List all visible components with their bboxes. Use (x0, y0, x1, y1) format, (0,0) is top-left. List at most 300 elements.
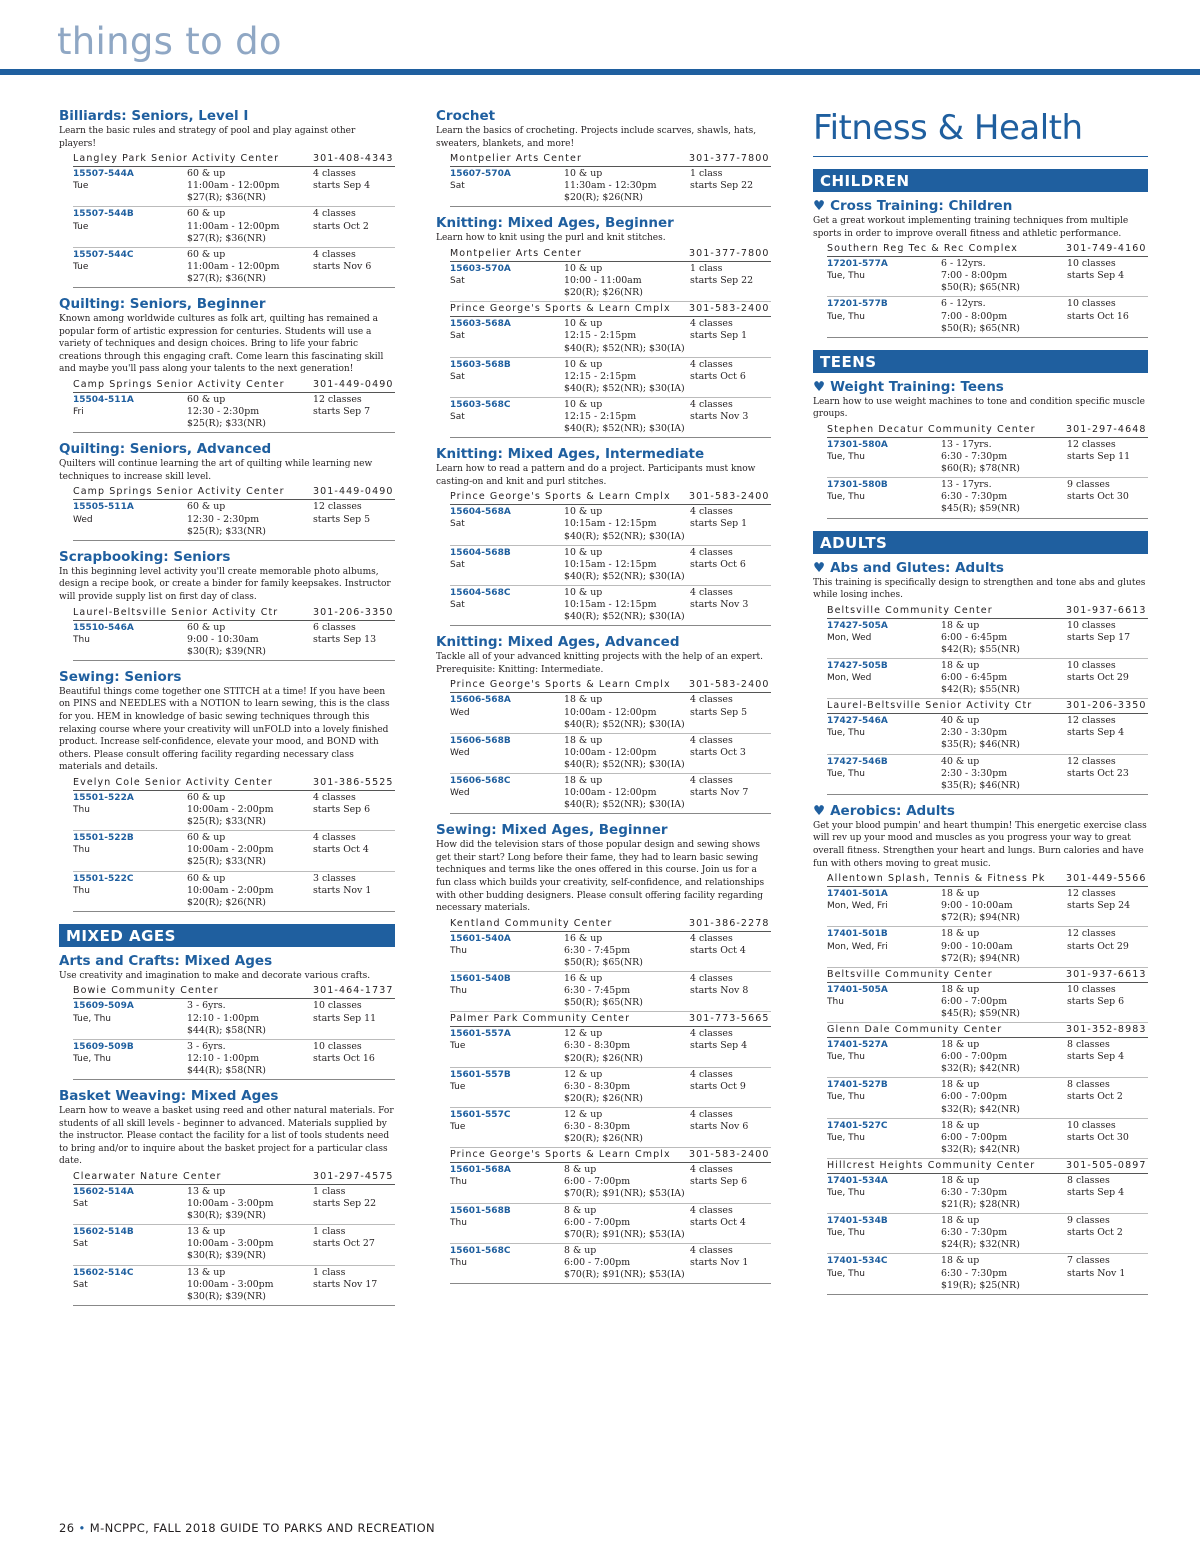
start-date: starts Sep 6 (690, 1176, 748, 1188)
start-date: starts Oct 9 (690, 1080, 746, 1092)
section-id-cell (450, 399, 564, 435)
course-code-link[interactable]: 15501-522C (73, 873, 134, 884)
age-range: 18 & up (564, 694, 603, 706)
section-detail-cell (564, 1109, 690, 1145)
course-code-link[interactable]: 17401-501A (827, 889, 888, 900)
section-schedule-cell (313, 873, 395, 909)
section-schedule-cell (1067, 479, 1148, 515)
age-range: 18 & up (564, 734, 603, 746)
class-section-row (827, 478, 1148, 518)
heart-icon: ♥ (813, 378, 826, 395)
section-schedule-cell (690, 1245, 771, 1281)
class-section-row (827, 1038, 1148, 1078)
section-detail-cell (564, 775, 690, 811)
meeting-days: Wed (73, 514, 93, 525)
facility-row (450, 490, 771, 505)
age-range: 16 & up (564, 973, 603, 985)
course-code-link[interactable]: 15507-544A (73, 169, 134, 180)
course-code-link[interactable]: 17401-527B (827, 1080, 888, 1091)
section-schedule-cell (313, 168, 395, 204)
class-section-row (73, 207, 395, 247)
section-id-cell (450, 1205, 564, 1241)
fee: $35(R); $46(NR) (941, 779, 1020, 791)
section-detail-cell (941, 1120, 1067, 1156)
meeting-time: 6:30 - 8:30pm (564, 1040, 631, 1052)
section-schedule-cell (690, 1205, 771, 1241)
fee: $60(R); $78(NR) (941, 463, 1020, 475)
course-code-link[interactable]: 15601-568C (450, 1245, 511, 1256)
course-code-link[interactable]: 15603-570A (450, 264, 511, 275)
fee: $20(R); $26(NR) (564, 287, 643, 299)
class-section-row (827, 927, 1148, 967)
section-detail-cell (187, 873, 313, 909)
section-detail-cell (564, 359, 690, 395)
section-schedule-cell (690, 1109, 771, 1145)
section-id-cell (450, 694, 564, 730)
class-section-row (73, 999, 395, 1039)
page-header (0, 0, 1200, 76)
course-code-link[interactable]: 15604-568B (450, 547, 511, 558)
class-section-row (73, 831, 395, 871)
facility-row (450, 247, 771, 262)
course-code-link[interactable]: 17427-505B (827, 660, 888, 671)
meeting-time: 6:30 - 7:45pm (564, 985, 631, 997)
fee: $30(R); $39(NR) (187, 1290, 266, 1302)
class-count: 12 classes (1067, 755, 1116, 767)
section-schedule-cell (313, 208, 395, 244)
section-id-cell (450, 318, 564, 354)
class-section-row (450, 774, 771, 814)
start-date: starts Sep 4 (690, 1040, 748, 1052)
class-count: 10 classes (313, 1000, 362, 1012)
section-schedule-cell (1067, 620, 1148, 656)
course-description: Learn how to knit using the purl and knit stitches. (436, 233, 666, 244)
facility-row (827, 604, 1148, 619)
course-code-link[interactable]: 15501-522A (73, 792, 134, 803)
section-schedule-cell (1067, 439, 1148, 475)
start-date: starts Nov 6 (313, 260, 372, 272)
class-section-row (450, 1068, 771, 1108)
section-schedule-cell (1067, 715, 1148, 751)
course-description: This training is specifically design to strengthen and tone abs and glutes while losing inches. (813, 577, 1146, 601)
course-code-link[interactable]: 17427-505A (827, 620, 888, 631)
section-schedule-cell (690, 359, 771, 395)
facility-phone: 301-386-5525 (313, 776, 394, 788)
course-code-link[interactable]: 17401-527C (827, 1120, 888, 1131)
class-count: 1 class (690, 168, 723, 180)
age-range: 8 & up (564, 1204, 597, 1216)
fee: $25(R); $33(NR) (187, 856, 266, 868)
section-id-cell (827, 479, 941, 515)
course-code-link[interactable]: 17427-546B (827, 756, 888, 767)
section-schedule-cell (690, 933, 771, 969)
age-range: 60 & up (187, 872, 226, 884)
class-count: 4 classes (690, 694, 733, 706)
age-range: 18 & up (941, 928, 980, 940)
course-block (436, 446, 771, 626)
meeting-days: Tue, Thu (827, 1228, 865, 1239)
course-title-text: Crochet (436, 108, 496, 124)
course-code-link[interactable]: 17401-501B (827, 929, 888, 940)
age-range: 18 & up (941, 983, 980, 995)
section-id-cell (73, 1041, 187, 1077)
class-section-row (450, 932, 771, 972)
section-id-cell (73, 208, 187, 244)
age-range: 10 & up (564, 506, 603, 518)
start-date: starts Oct 23 (1067, 767, 1129, 779)
facility-row (450, 152, 771, 167)
start-date: starts Nov 6 (690, 1121, 749, 1133)
header-rule (0, 69, 1200, 75)
fee: $40(R); $52(NR); $30(IA) (564, 342, 685, 354)
footer-bullet: • (78, 1521, 86, 1535)
meeting-time: 6:00 - 7:00pm (564, 1256, 631, 1268)
age-range: 10 & up (564, 168, 603, 180)
start-date: starts Sep 4 (313, 180, 371, 192)
course-description: In this beginning level activity you'll create memorable photo albums, design a recipe book, or create a binder for family keepsakes. Instructor will provide supply list on first day of class. (59, 566, 391, 602)
facility-phone: 301-206-3350 (1066, 700, 1147, 712)
course-code-link[interactable]: 15601-568B (450, 1205, 511, 1216)
meeting-time: 6:30 - 7:45pm (564, 944, 631, 956)
fee: $25(R); $33(NR) (187, 525, 266, 537)
facility-name: Palmer Park Community Center (450, 1013, 631, 1025)
course-code-link[interactable]: 15602-514B (73, 1227, 134, 1238)
section-id-cell (827, 1039, 941, 1075)
class-section-row (450, 398, 771, 438)
age-range: 10 & up (564, 398, 603, 410)
section-id-cell (450, 547, 564, 583)
start-date: starts Oct 6 (690, 370, 746, 382)
section-detail-cell (941, 620, 1067, 656)
fee: $20(R); $26(NR) (564, 1133, 643, 1145)
course-code-link[interactable]: 15505-511A (73, 502, 134, 513)
meeting-time: 12:15 - 2:15pm (564, 411, 637, 422)
section-id-cell (73, 832, 187, 868)
section-schedule-cell (690, 587, 771, 623)
course-code-link[interactable]: 17201-577B (827, 299, 888, 310)
fee: $44(R); $58(NR) (187, 1024, 266, 1036)
course-code-link[interactable]: 15601-557B (450, 1069, 511, 1080)
meeting-time: 6:00 - 7:00pm (564, 1216, 631, 1228)
section-id-cell (827, 1120, 941, 1156)
fee: $50(R); $65(NR) (564, 957, 643, 968)
class-count: 4 classes (690, 546, 733, 558)
age-range: 60 & up (187, 501, 226, 513)
section-band: ADULTS (813, 531, 1148, 554)
meeting-days: Thu (827, 996, 844, 1007)
course-code-link[interactable]: 15601-557A (450, 1029, 511, 1040)
meeting-days: Tue (450, 1122, 466, 1133)
course-description: Get a great workout implementing training techniques from multiple sports in order to improve overall fitness and athletic performance. (813, 216, 1129, 239)
facility-name: Prince George's Sports & Learn Cmplx (450, 303, 671, 315)
age-range: 10 & up (564, 546, 603, 558)
course-code-link[interactable]: 15504-511A (73, 395, 134, 405)
start-date: starts Oct 27 (313, 1238, 375, 1250)
meeting-days: Sat (73, 1239, 88, 1250)
section-detail-cell (941, 1175, 1067, 1211)
meeting-days: Tue, Thu (827, 1132, 865, 1143)
column-right (813, 108, 1148, 1303)
course-code-link[interactable]: 15606-568C (450, 775, 511, 786)
class-count: 7 classes (1067, 1255, 1110, 1267)
facility-phone: 301-773-5665 (689, 1013, 770, 1025)
start-date: starts Sep 11 (313, 1012, 377, 1024)
heart-icon: ♥ (813, 802, 826, 819)
class-section-row (73, 500, 395, 540)
fee: $44(R); $58(NR) (187, 1064, 266, 1076)
fee: $45(R); $59(NR) (941, 503, 1020, 515)
class-count: 4 classes (690, 358, 733, 370)
age-range: 3 - 6yrs. (187, 1040, 226, 1052)
facility-name: Prince George's Sports & Learn Cmplx (450, 1149, 671, 1161)
age-range: 18 & up (941, 659, 980, 671)
course-code-link[interactable]: 15501-522B (73, 833, 134, 844)
course-code-link[interactable]: 15604-568C (450, 587, 511, 598)
course-description: Learn how to use weight machines to tone and condition specific muscle groups. (813, 396, 1145, 420)
heart-icon: ♥ (813, 198, 826, 214)
fee: $70(R); $91(NR); $53(IA) (564, 1268, 685, 1280)
start-date: starts Sep 11 (1067, 451, 1131, 463)
course-title-text: Abs and Glutes: Adults (830, 559, 1004, 576)
section-detail-cell (941, 756, 1067, 792)
meeting-days: Tue (73, 221, 89, 232)
course-code-link[interactable]: 15602-514A (73, 1186, 134, 1197)
facility-phone: 301-583-2400 (689, 679, 770, 691)
section-detail-cell (564, 1245, 690, 1281)
class-section-row (450, 734, 771, 774)
course-code-link[interactable]: 17301-580A (827, 439, 888, 450)
course-code-link[interactable]: 17401-505A (827, 984, 888, 995)
meeting-days: Tue, Thu (827, 271, 865, 282)
course-title (436, 822, 771, 838)
meeting-days: Thu (450, 1177, 467, 1188)
class-section-row (73, 1266, 395, 1306)
start-date: starts Nov 1 (1067, 1267, 1126, 1279)
age-range: 60 & up (187, 394, 226, 405)
class-section-row (827, 1174, 1148, 1214)
class-section-row (450, 167, 771, 207)
course-title (813, 803, 1148, 819)
age-range: 18 & up (941, 1119, 980, 1131)
age-range: 12 & up (564, 1068, 603, 1080)
start-date: starts Nov 1 (313, 884, 372, 896)
class-section-row (450, 317, 771, 357)
course-code-link[interactable]: 17401-534C (827, 1256, 888, 1267)
meeting-days: Mon, Wed, Fri (827, 941, 888, 952)
section-schedule-cell (1067, 984, 1148, 1020)
fee: $40(R); $52(NR); $30(IA) (564, 530, 685, 542)
fee: $72(R); $94(NR) (941, 912, 1020, 924)
section-schedule-cell (1067, 928, 1148, 964)
course-code-link[interactable]: 15609-509B (73, 1041, 134, 1052)
course-code-link[interactable]: 15606-568A (450, 695, 511, 706)
section-schedule-cell (313, 622, 395, 658)
section-id-cell (827, 660, 941, 696)
start-date: starts Oct 29 (1067, 940, 1129, 952)
course-code-link[interactable]: 15510-546A (73, 622, 134, 633)
fee: $20(R); $26(NR) (564, 192, 643, 204)
course-code-link[interactable]: 17401-534B (827, 1216, 888, 1227)
facility-name: Beltsville Community Center (827, 604, 993, 616)
course-code-link[interactable]: 15602-514C (73, 1267, 134, 1278)
facility-row (73, 1170, 395, 1185)
course-code-link[interactable]: 15603-568C (450, 399, 511, 410)
section-detail-cell (564, 1164, 690, 1200)
meeting-days: Thu (73, 885, 90, 896)
meeting-time: 6:00 - 7:00pm (564, 1176, 631, 1188)
start-date: starts Oct 4 (313, 844, 369, 856)
section-detail-cell (941, 660, 1067, 696)
course-block (813, 803, 1148, 1295)
fee: $24(R); $32(NR) (941, 1239, 1020, 1251)
course-title-text: Knitting: Mixed Ages, Intermediate (436, 446, 705, 463)
section-band: TEENS (813, 350, 1148, 373)
meeting-days: Sat (73, 1199, 88, 1210)
meeting-time: 6:00 - 7:00pm (941, 1051, 1008, 1063)
meeting-days: Mon, Wed (827, 673, 872, 684)
course-code-link[interactable]: 17201-577A (827, 259, 888, 270)
fee: $50(R); $65(NR) (941, 282, 1020, 294)
course-block (59, 953, 395, 1080)
class-section-row (73, 791, 395, 831)
age-range: 18 & up (941, 1039, 980, 1051)
course-code-link[interactable]: 15606-568B (450, 735, 511, 746)
course-code-link[interactable]: 15604-568A (450, 507, 511, 518)
facility-phone: 301-206-3350 (313, 606, 394, 618)
meeting-days: Mon, Wed, Fri (827, 901, 888, 912)
course-code-link[interactable]: 17401-534A (827, 1175, 888, 1186)
start-date: starts Oct 29 (1067, 672, 1129, 684)
course-title-text: Weight Training: Teens (830, 378, 1004, 395)
meeting-time: 10:00am - 12:00pm (564, 787, 657, 799)
meeting-time: 11:00am - 12:00pm (187, 220, 280, 232)
start-date: starts Sep 22 (690, 275, 754, 287)
class-count: 4 classes (690, 506, 733, 518)
age-range: 18 & up (941, 1079, 980, 1091)
course-code-link[interactable]: 15507-544B (73, 209, 134, 220)
section-detail-cell (564, 933, 690, 969)
meeting-days: Tue, Thu (827, 1268, 865, 1279)
section-schedule-cell (313, 249, 395, 285)
course-code-link[interactable]: 17427-546A (827, 716, 888, 727)
section-schedule-cell (690, 318, 771, 354)
course-title-text: Sewing: Mixed Ages, Beginner (436, 822, 668, 839)
meeting-days: Wed (450, 747, 470, 758)
course-description: Learn the basic rules and strategy of pool and play against other players! (59, 126, 356, 149)
class-count: 10 classes (1067, 1119, 1116, 1131)
course-description: Use creativity and imagination to make and decorate various crafts. (59, 970, 371, 981)
section-id-cell (827, 620, 941, 656)
age-range: 6 - 12yrs. (941, 258, 986, 270)
fee: $40(R); $52(NR); $30(IA) (564, 382, 685, 394)
facility-phone: 301-377-7800 (689, 153, 770, 165)
meeting-time: 2:30 - 3:30pm (941, 727, 1008, 739)
class-section-row (73, 393, 395, 433)
fee: $45(R); $59(NR) (941, 1007, 1020, 1019)
meeting-time: 12:30 - 2:30pm (187, 513, 260, 525)
start-date: starts Sep 5 (313, 513, 371, 525)
course-title (59, 1088, 395, 1104)
section-id-cell (73, 792, 187, 828)
start-date: starts Sep 6 (313, 804, 371, 816)
age-range: 60 & up (187, 832, 226, 844)
section-detail-cell (564, 318, 690, 354)
course-code-link[interactable]: 17401-527A (827, 1040, 888, 1051)
facility-phone: 301-937-6613 (1066, 968, 1147, 980)
age-range: 18 & up (941, 888, 980, 900)
section-detail-cell (187, 1267, 313, 1303)
section-id-cell (827, 756, 941, 792)
course-code-link[interactable]: 15601-557C (450, 1109, 511, 1120)
start-date: starts Sep 6 (1067, 995, 1125, 1007)
start-date: starts Oct 30 (1067, 1131, 1129, 1143)
course-title (436, 215, 771, 231)
fee: $19(R); $25(NR) (941, 1279, 1020, 1291)
facility-name: Hillcrest Heights Community Center (827, 1159, 1036, 1171)
age-range: 13 & up (187, 1226, 226, 1238)
age-range: 60 & up (187, 248, 226, 260)
course-code-link[interactable]: 17301-580B (827, 480, 888, 491)
class-count: 4 classes (690, 1204, 733, 1216)
course-code-link[interactable]: 15601-568A (450, 1165, 511, 1176)
class-count: 3 classes (313, 872, 356, 884)
facility-name: Glenn Dale Community Center (827, 1024, 1003, 1036)
facility-name: Montpelier Arts Center (450, 248, 582, 260)
section-detail-cell (564, 587, 690, 623)
meeting-days: Sat (450, 600, 465, 611)
section-id-cell (73, 501, 187, 537)
section-id-cell (450, 1109, 564, 1145)
fee: $50(R); $65(NR) (941, 322, 1020, 334)
section-id-cell (827, 1175, 941, 1211)
meeting-days: Sat (73, 1279, 88, 1290)
section-detail-cell (564, 547, 690, 583)
course-description: Get your blood pumpin' and heart thumpin! This energetic exercise class will rev up your mood and muscles as you progress your way to great overall fitness. Strengthen your heart and lungs. Burn calories and have fun with others moving to great music. (813, 820, 1147, 869)
section-detail-cell (941, 479, 1067, 515)
course-code-link[interactable]: 15601-540B (450, 974, 511, 985)
class-section-row (450, 972, 771, 1012)
course-code-link[interactable]: 15603-568B (450, 359, 511, 370)
course-code-link[interactable]: 15601-540A (450, 933, 511, 944)
course-title-text: Quilting: Seniors, Advanced (59, 441, 272, 458)
section-detail-cell (564, 506, 690, 542)
course-block (813, 379, 1148, 519)
course-block (59, 296, 395, 433)
course-description: Learn how to read a pattern and do a project. Participants must know casting-on and knit and purl stitches. (436, 464, 756, 487)
facility-row (73, 485, 395, 500)
course-code-link[interactable]: 15609-509A (73, 1001, 134, 1012)
section-id-cell (827, 439, 941, 475)
section-detail-cell (564, 973, 690, 1009)
age-range: 13 & up (187, 1185, 226, 1197)
class-count: 1 class (690, 263, 723, 275)
section-schedule-cell (690, 399, 771, 435)
meeting-days: Tue, Thu (827, 768, 865, 779)
meeting-time: 10:00am - 3:00pm (187, 1238, 274, 1250)
class-section-row (73, 167, 395, 207)
course-title-text: Basket Weaving: Mixed Ages (59, 1087, 279, 1104)
facility-row (827, 1023, 1148, 1038)
meeting-time: 6:00 - 7:00pm (941, 1091, 1008, 1103)
course-code-link[interactable]: 15507-544C (73, 249, 134, 260)
course-code-link[interactable]: 15603-568A (450, 319, 511, 330)
course-block (436, 108, 771, 207)
meeting-time: 6:00 - 6:45pm (941, 631, 1008, 643)
meeting-days: Wed (450, 788, 470, 799)
course-code-link[interactable]: 15607-570A (450, 169, 511, 180)
column-left (59, 108, 395, 1314)
fee: $40(R); $52(NR); $30(IA) (564, 718, 685, 730)
